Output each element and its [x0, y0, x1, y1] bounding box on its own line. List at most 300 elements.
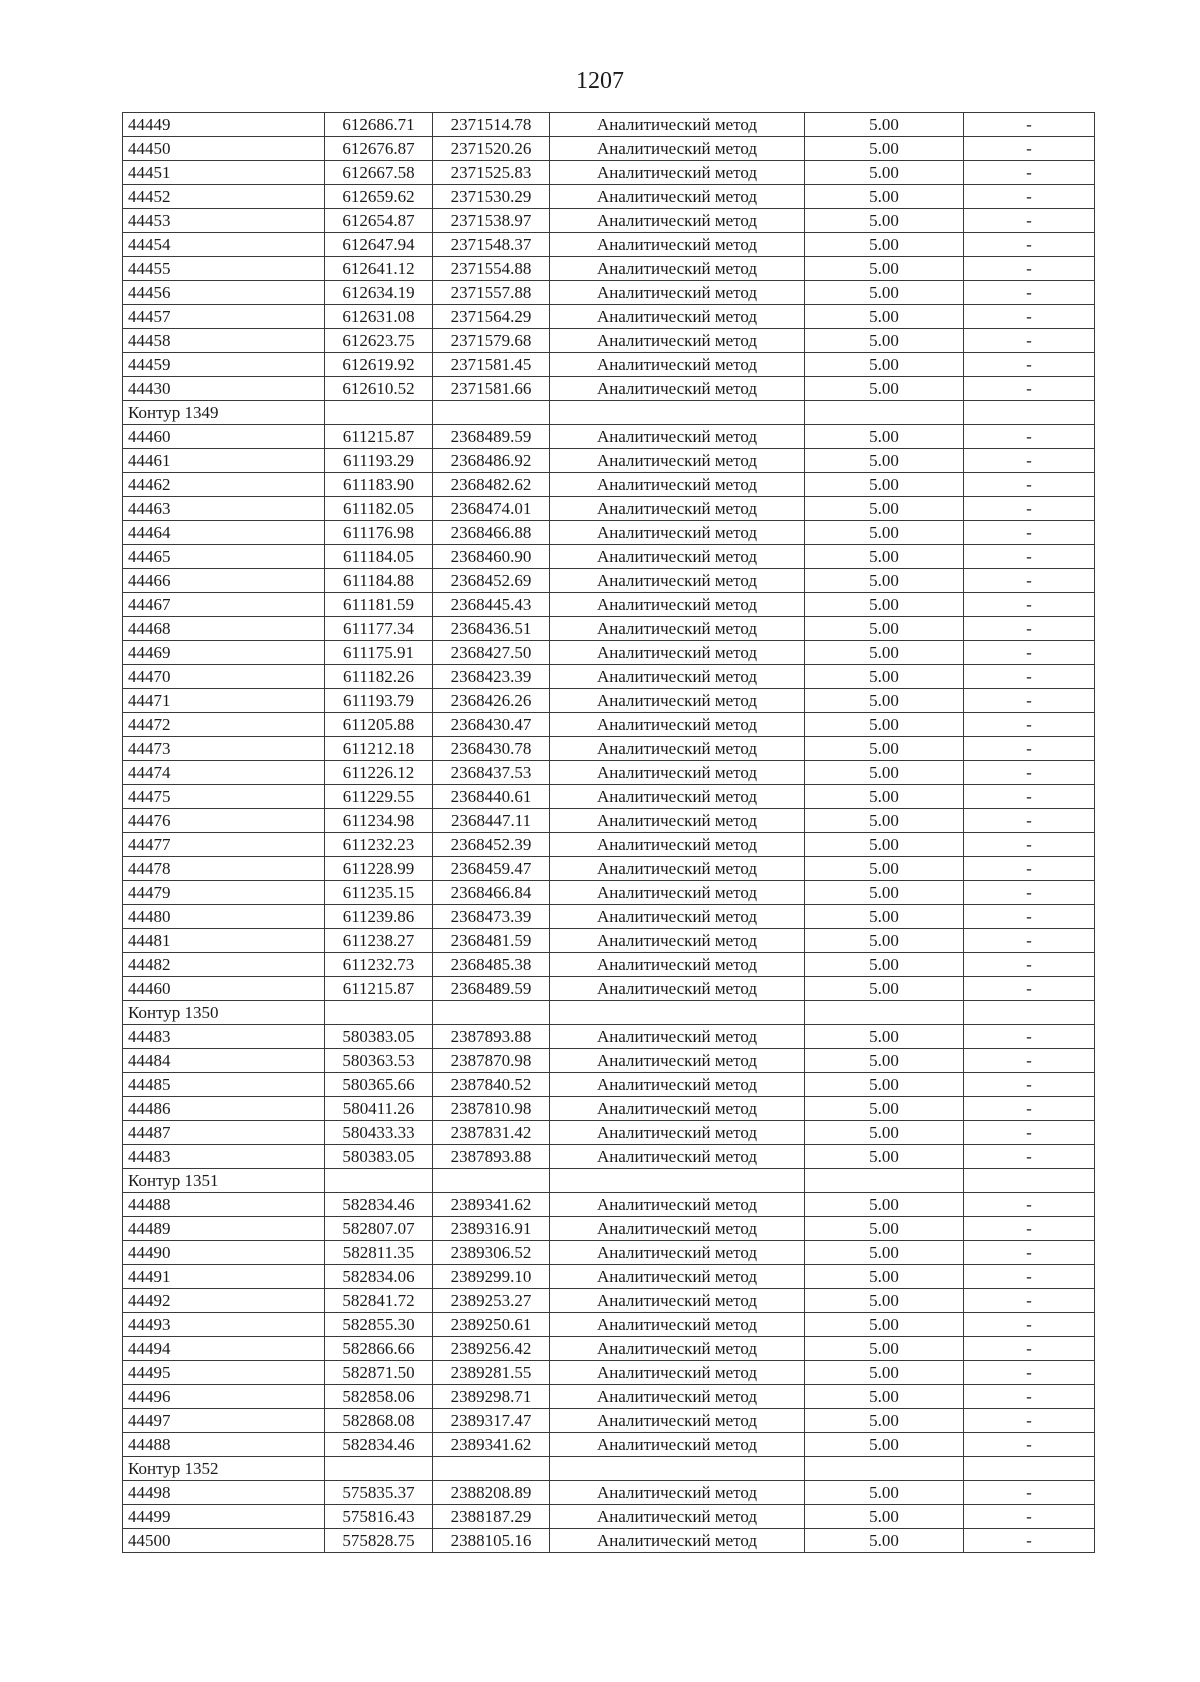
x-coordinate-cell: 611232.23 — [325, 833, 433, 857]
error-cell: 5.00 — [805, 1313, 964, 1337]
error-cell: 5.00 — [805, 1361, 964, 1385]
x-coordinate-cell: 612623.75 — [325, 329, 433, 353]
empty-cell — [964, 401, 1095, 425]
x-coordinate-cell: 611193.79 — [325, 689, 433, 713]
method-cell: Аналитический метод — [550, 689, 805, 713]
description-cell: - — [964, 1097, 1095, 1121]
description-cell: - — [964, 521, 1095, 545]
x-coordinate-cell: 611229.55 — [325, 785, 433, 809]
point-id-cell: 44454 — [123, 233, 325, 257]
y-coordinate-cell: 2389250.61 — [433, 1313, 550, 1337]
method-cell: Аналитический метод — [550, 1409, 805, 1433]
method-cell: Аналитический метод — [550, 1505, 805, 1529]
description-cell: - — [964, 929, 1095, 953]
table-row — [123, 377, 1095, 401]
y-coordinate-cell: 2368481.59 — [433, 929, 550, 953]
table-row — [123, 233, 1095, 257]
table-row — [123, 929, 1095, 953]
error-cell: 5.00 — [805, 473, 964, 497]
table-row — [123, 569, 1095, 593]
empty-cell — [964, 1001, 1095, 1025]
point-id-cell: 44482 — [123, 953, 325, 977]
error-cell: 5.00 — [805, 1481, 964, 1505]
y-coordinate-cell: 2388105.16 — [433, 1529, 550, 1553]
x-coordinate-cell: 612654.87 — [325, 209, 433, 233]
table-row — [123, 137, 1095, 161]
x-coordinate-cell: 582858.06 — [325, 1385, 433, 1409]
error-cell: 5.00 — [805, 737, 964, 761]
x-coordinate-cell: 612641.12 — [325, 257, 433, 281]
contour-label: Контур 1349 — [123, 401, 325, 425]
error-cell: 5.00 — [805, 1217, 964, 1241]
description-cell: - — [964, 329, 1095, 353]
table-row — [123, 1337, 1095, 1361]
empty-cell — [433, 1001, 550, 1025]
table-row — [123, 761, 1095, 785]
contour-label: Контур 1352 — [123, 1457, 325, 1481]
x-coordinate-cell: 611238.27 — [325, 929, 433, 953]
error-cell: 5.00 — [805, 1433, 964, 1457]
description-cell: - — [964, 449, 1095, 473]
empty-cell — [325, 1457, 433, 1481]
point-id-cell: 44488 — [123, 1433, 325, 1457]
x-coordinate-cell: 612686.71 — [325, 113, 433, 137]
method-cell: Аналитический метод — [550, 209, 805, 233]
method-cell: Аналитический метод — [550, 809, 805, 833]
description-cell: - — [964, 857, 1095, 881]
description-cell: - — [964, 761, 1095, 785]
x-coordinate-cell: 582834.06 — [325, 1265, 433, 1289]
method-cell: Аналитический метод — [550, 1433, 805, 1457]
y-coordinate-cell: 2368452.69 — [433, 569, 550, 593]
empty-cell — [325, 401, 433, 425]
error-cell: 5.00 — [805, 233, 964, 257]
y-coordinate-cell: 2371579.68 — [433, 329, 550, 353]
table-row — [123, 1313, 1095, 1337]
table-row — [123, 185, 1095, 209]
x-coordinate-cell: 611215.87 — [325, 977, 433, 1001]
table-row — [123, 449, 1095, 473]
point-id-cell: 44465 — [123, 545, 325, 569]
contour-label: Контур 1350 — [123, 1001, 325, 1025]
y-coordinate-cell: 2371530.29 — [433, 185, 550, 209]
table-row — [123, 857, 1095, 881]
method-cell: Аналитический метод — [550, 833, 805, 857]
y-coordinate-cell: 2371514.78 — [433, 113, 550, 137]
y-coordinate-cell: 2371581.66 — [433, 377, 550, 401]
error-cell: 5.00 — [805, 161, 964, 185]
contour-header-row — [123, 401, 1095, 425]
description-cell: - — [964, 185, 1095, 209]
description-cell: - — [964, 1073, 1095, 1097]
y-coordinate-cell: 2368426.26 — [433, 689, 550, 713]
error-cell: 5.00 — [805, 857, 964, 881]
empty-cell — [325, 1001, 433, 1025]
description-cell: - — [964, 953, 1095, 977]
y-coordinate-cell: 2388187.29 — [433, 1505, 550, 1529]
error-cell: 5.00 — [805, 689, 964, 713]
description-cell: - — [964, 545, 1095, 569]
method-cell: Аналитический метод — [550, 545, 805, 569]
x-coordinate-cell: 611181.59 — [325, 593, 433, 617]
point-id-cell: 44460 — [123, 977, 325, 1001]
table-row — [123, 905, 1095, 929]
table-row — [123, 881, 1095, 905]
method-cell: Аналитический метод — [550, 425, 805, 449]
method-cell: Аналитический метод — [550, 929, 805, 953]
table-row — [123, 665, 1095, 689]
error-cell: 5.00 — [805, 1025, 964, 1049]
coordinates-table — [122, 112, 1095, 1553]
point-id-cell: 44494 — [123, 1337, 325, 1361]
description-cell: - — [964, 1289, 1095, 1313]
description-cell: - — [964, 641, 1095, 665]
point-id-cell: 44477 — [123, 833, 325, 857]
description-cell: - — [964, 1481, 1095, 1505]
table-row — [123, 593, 1095, 617]
description-cell: - — [964, 1361, 1095, 1385]
method-cell: Аналитический метод — [550, 1049, 805, 1073]
error-cell: 5.00 — [805, 545, 964, 569]
x-coordinate-cell: 611239.86 — [325, 905, 433, 929]
x-coordinate-cell: 582834.46 — [325, 1433, 433, 1457]
x-coordinate-cell: 580363.53 — [325, 1049, 433, 1073]
table-row — [123, 1385, 1095, 1409]
x-coordinate-cell: 611184.05 — [325, 545, 433, 569]
point-id-cell: 44475 — [123, 785, 325, 809]
method-cell: Аналитический метод — [550, 185, 805, 209]
point-id-cell: 44493 — [123, 1313, 325, 1337]
description-cell: - — [964, 1529, 1095, 1553]
table-row — [123, 161, 1095, 185]
x-coordinate-cell: 580365.66 — [325, 1073, 433, 1097]
description-cell: - — [964, 1433, 1095, 1457]
error-cell: 5.00 — [805, 353, 964, 377]
empty-cell — [805, 1169, 964, 1193]
error-cell: 5.00 — [805, 1505, 964, 1529]
description-cell: - — [964, 305, 1095, 329]
point-id-cell: 44452 — [123, 185, 325, 209]
error-cell: 5.00 — [805, 761, 964, 785]
y-coordinate-cell: 2389281.55 — [433, 1361, 550, 1385]
description-cell: - — [964, 1025, 1095, 1049]
point-id-cell: 44462 — [123, 473, 325, 497]
y-coordinate-cell: 2368452.39 — [433, 833, 550, 857]
method-cell: Аналитический метод — [550, 1385, 805, 1409]
contour-header-row — [123, 1457, 1095, 1481]
description-cell: - — [964, 233, 1095, 257]
description-cell: - — [964, 833, 1095, 857]
contour-header-row — [123, 1169, 1095, 1193]
error-cell: 5.00 — [805, 257, 964, 281]
description-cell: - — [964, 113, 1095, 137]
y-coordinate-cell: 2368482.62 — [433, 473, 550, 497]
table-row — [123, 1529, 1095, 1553]
method-cell: Аналитический метод — [550, 377, 805, 401]
x-coordinate-cell: 580383.05 — [325, 1025, 433, 1049]
x-coordinate-cell: 611177.34 — [325, 617, 433, 641]
description-cell: - — [964, 353, 1095, 377]
method-cell: Аналитический метод — [550, 233, 805, 257]
x-coordinate-cell: 611183.90 — [325, 473, 433, 497]
point-id-cell: 44464 — [123, 521, 325, 545]
x-coordinate-cell: 611182.05 — [325, 497, 433, 521]
table-row — [123, 1049, 1095, 1073]
y-coordinate-cell: 2371554.88 — [433, 257, 550, 281]
point-id-cell: 44461 — [123, 449, 325, 473]
table-row — [123, 1025, 1095, 1049]
error-cell: 5.00 — [805, 497, 964, 521]
method-cell: Аналитический метод — [550, 113, 805, 137]
error-cell: 5.00 — [805, 1289, 964, 1313]
description-cell: - — [964, 1505, 1095, 1529]
table-row — [123, 1265, 1095, 1289]
x-coordinate-cell: 611193.29 — [325, 449, 433, 473]
error-cell: 5.00 — [805, 1049, 964, 1073]
table-row — [123, 329, 1095, 353]
x-coordinate-cell: 611232.73 — [325, 953, 433, 977]
x-coordinate-cell: 582871.50 — [325, 1361, 433, 1385]
empty-cell — [805, 1457, 964, 1481]
method-cell: Аналитический метод — [550, 353, 805, 377]
empty-cell — [325, 1169, 433, 1193]
error-cell: 5.00 — [805, 209, 964, 233]
point-id-cell: 44495 — [123, 1361, 325, 1385]
empty-cell — [550, 1001, 805, 1025]
y-coordinate-cell: 2387840.52 — [433, 1073, 550, 1097]
error-cell: 5.00 — [805, 1241, 964, 1265]
y-coordinate-cell: 2368445.43 — [433, 593, 550, 617]
point-id-cell: 44449 — [123, 113, 325, 137]
method-cell: Аналитический метод — [550, 1529, 805, 1553]
description-cell: - — [964, 1241, 1095, 1265]
table-row — [123, 1409, 1095, 1433]
table-row — [123, 1193, 1095, 1217]
y-coordinate-cell: 2389341.62 — [433, 1193, 550, 1217]
x-coordinate-cell: 612659.62 — [325, 185, 433, 209]
table-row — [123, 305, 1095, 329]
x-coordinate-cell: 611226.12 — [325, 761, 433, 785]
x-coordinate-cell: 611215.87 — [325, 425, 433, 449]
description-cell: - — [964, 689, 1095, 713]
y-coordinate-cell: 2368460.90 — [433, 545, 550, 569]
table-row — [123, 1073, 1095, 1097]
point-id-cell: 44468 — [123, 617, 325, 641]
error-cell: 5.00 — [805, 977, 964, 1001]
point-id-cell: 44470 — [123, 665, 325, 689]
method-cell: Аналитический метод — [550, 1145, 805, 1169]
error-cell: 5.00 — [805, 377, 964, 401]
error-cell: 5.00 — [805, 1097, 964, 1121]
method-cell: Аналитический метод — [550, 1025, 805, 1049]
description-cell: - — [964, 209, 1095, 233]
point-id-cell: 44450 — [123, 137, 325, 161]
point-id-cell: 44481 — [123, 929, 325, 953]
x-coordinate-cell: 612634.19 — [325, 281, 433, 305]
error-cell: 5.00 — [805, 281, 964, 305]
point-id-cell: 44484 — [123, 1049, 325, 1073]
method-cell: Аналитический метод — [550, 785, 805, 809]
x-coordinate-cell: 612647.94 — [325, 233, 433, 257]
table-row — [123, 737, 1095, 761]
method-cell: Аналитический метод — [550, 953, 805, 977]
table-row — [123, 1241, 1095, 1265]
y-coordinate-cell: 2368427.50 — [433, 641, 550, 665]
y-coordinate-cell: 2371520.26 — [433, 137, 550, 161]
empty-cell — [550, 401, 805, 425]
method-cell: Аналитический метод — [550, 641, 805, 665]
point-id-cell: 44467 — [123, 593, 325, 617]
table-row — [123, 1217, 1095, 1241]
y-coordinate-cell: 2368459.47 — [433, 857, 550, 881]
point-id-cell: 44458 — [123, 329, 325, 353]
error-cell: 5.00 — [805, 449, 964, 473]
point-id-cell: 44487 — [123, 1121, 325, 1145]
point-id-cell: 44456 — [123, 281, 325, 305]
table-row — [123, 209, 1095, 233]
point-id-cell: 44485 — [123, 1073, 325, 1097]
error-cell: 5.00 — [805, 185, 964, 209]
point-id-cell: 44463 — [123, 497, 325, 521]
error-cell: 5.00 — [805, 1193, 964, 1217]
x-coordinate-cell: 612610.52 — [325, 377, 433, 401]
y-coordinate-cell: 2368440.61 — [433, 785, 550, 809]
x-coordinate-cell: 582841.72 — [325, 1289, 433, 1313]
y-coordinate-cell: 2388208.89 — [433, 1481, 550, 1505]
point-id-cell: 44496 — [123, 1385, 325, 1409]
x-coordinate-cell: 611235.15 — [325, 881, 433, 905]
error-cell: 5.00 — [805, 1073, 964, 1097]
table-row — [123, 1361, 1095, 1385]
empty-cell — [805, 1001, 964, 1025]
method-cell: Аналитический метод — [550, 857, 805, 881]
error-cell: 5.00 — [805, 521, 964, 545]
y-coordinate-cell: 2387810.98 — [433, 1097, 550, 1121]
description-cell: - — [964, 977, 1095, 1001]
table-row — [123, 1505, 1095, 1529]
point-id-cell: 44500 — [123, 1529, 325, 1553]
description-cell: - — [964, 881, 1095, 905]
point-id-cell: 44499 — [123, 1505, 325, 1529]
method-cell: Аналитический метод — [550, 713, 805, 737]
table-row — [123, 353, 1095, 377]
empty-cell — [550, 1169, 805, 1193]
description-cell: - — [964, 473, 1095, 497]
y-coordinate-cell: 2389253.27 — [433, 1289, 550, 1313]
x-coordinate-cell: 582834.46 — [325, 1193, 433, 1217]
method-cell: Аналитический метод — [550, 1289, 805, 1313]
description-cell: - — [964, 713, 1095, 737]
method-cell: Аналитический метод — [550, 617, 805, 641]
table-row — [123, 473, 1095, 497]
description-cell: - — [964, 1145, 1095, 1169]
x-coordinate-cell: 582866.66 — [325, 1337, 433, 1361]
x-coordinate-cell: 612631.08 — [325, 305, 433, 329]
method-cell: Аналитический метод — [550, 449, 805, 473]
point-id-cell: 44457 — [123, 305, 325, 329]
table-row — [123, 833, 1095, 857]
empty-cell — [433, 1169, 550, 1193]
y-coordinate-cell: 2389299.10 — [433, 1265, 550, 1289]
error-cell: 5.00 — [805, 617, 964, 641]
error-cell: 5.00 — [805, 953, 964, 977]
table-row — [123, 617, 1095, 641]
point-id-cell: 44472 — [123, 713, 325, 737]
point-id-cell: 44473 — [123, 737, 325, 761]
y-coordinate-cell: 2387893.88 — [433, 1025, 550, 1049]
table-row — [123, 113, 1095, 137]
description-cell: - — [964, 281, 1095, 305]
y-coordinate-cell: 2371548.37 — [433, 233, 550, 257]
coordinates-table-body — [123, 113, 1095, 1553]
method-cell: Аналитический метод — [550, 665, 805, 689]
x-coordinate-cell: 580383.05 — [325, 1145, 433, 1169]
y-coordinate-cell: 2368466.88 — [433, 521, 550, 545]
method-cell: Аналитический метод — [550, 1217, 805, 1241]
y-coordinate-cell: 2387893.88 — [433, 1145, 550, 1169]
contour-header-row — [123, 1001, 1095, 1025]
description-cell: - — [964, 137, 1095, 161]
point-id-cell: 44460 — [123, 425, 325, 449]
error-cell: 5.00 — [805, 1121, 964, 1145]
method-cell: Аналитический метод — [550, 905, 805, 929]
description-cell: - — [964, 809, 1095, 833]
x-coordinate-cell: 611234.98 — [325, 809, 433, 833]
table-row — [123, 545, 1095, 569]
table-row — [123, 1121, 1095, 1145]
description-cell: - — [964, 665, 1095, 689]
description-cell: - — [964, 905, 1095, 929]
error-cell: 5.00 — [805, 569, 964, 593]
description-cell: - — [964, 1313, 1095, 1337]
description-cell: - — [964, 377, 1095, 401]
method-cell: Аналитический метод — [550, 161, 805, 185]
table-row — [123, 641, 1095, 665]
y-coordinate-cell: 2368489.59 — [433, 425, 550, 449]
point-id-cell: 44486 — [123, 1097, 325, 1121]
description-cell: - — [964, 1193, 1095, 1217]
y-coordinate-cell: 2387870.98 — [433, 1049, 550, 1073]
point-id-cell: 44497 — [123, 1409, 325, 1433]
method-cell: Аналитический метод — [550, 1193, 805, 1217]
contour-label: Контур 1351 — [123, 1169, 325, 1193]
point-id-cell: 44492 — [123, 1289, 325, 1313]
error-cell: 5.00 — [805, 1145, 964, 1169]
point-id-cell: 44498 — [123, 1481, 325, 1505]
empty-cell — [805, 401, 964, 425]
description-cell: - — [964, 1265, 1095, 1289]
x-coordinate-cell: 582807.07 — [325, 1217, 433, 1241]
description-cell: - — [964, 737, 1095, 761]
y-coordinate-cell: 2368430.78 — [433, 737, 550, 761]
x-coordinate-cell: 580433.33 — [325, 1121, 433, 1145]
method-cell: Аналитический метод — [550, 1265, 805, 1289]
point-id-cell: 44474 — [123, 761, 325, 785]
point-id-cell: 44491 — [123, 1265, 325, 1289]
description-cell: - — [964, 1385, 1095, 1409]
y-coordinate-cell: 2368489.59 — [433, 977, 550, 1001]
y-coordinate-cell: 2368423.39 — [433, 665, 550, 689]
table-row — [123, 1145, 1095, 1169]
x-coordinate-cell: 612619.92 — [325, 353, 433, 377]
y-coordinate-cell: 2368437.53 — [433, 761, 550, 785]
empty-cell — [964, 1169, 1095, 1193]
y-coordinate-cell: 2371557.88 — [433, 281, 550, 305]
x-coordinate-cell: 580411.26 — [325, 1097, 433, 1121]
table-row — [123, 1097, 1095, 1121]
method-cell: Аналитический метод — [550, 881, 805, 905]
point-id-cell: 44469 — [123, 641, 325, 665]
